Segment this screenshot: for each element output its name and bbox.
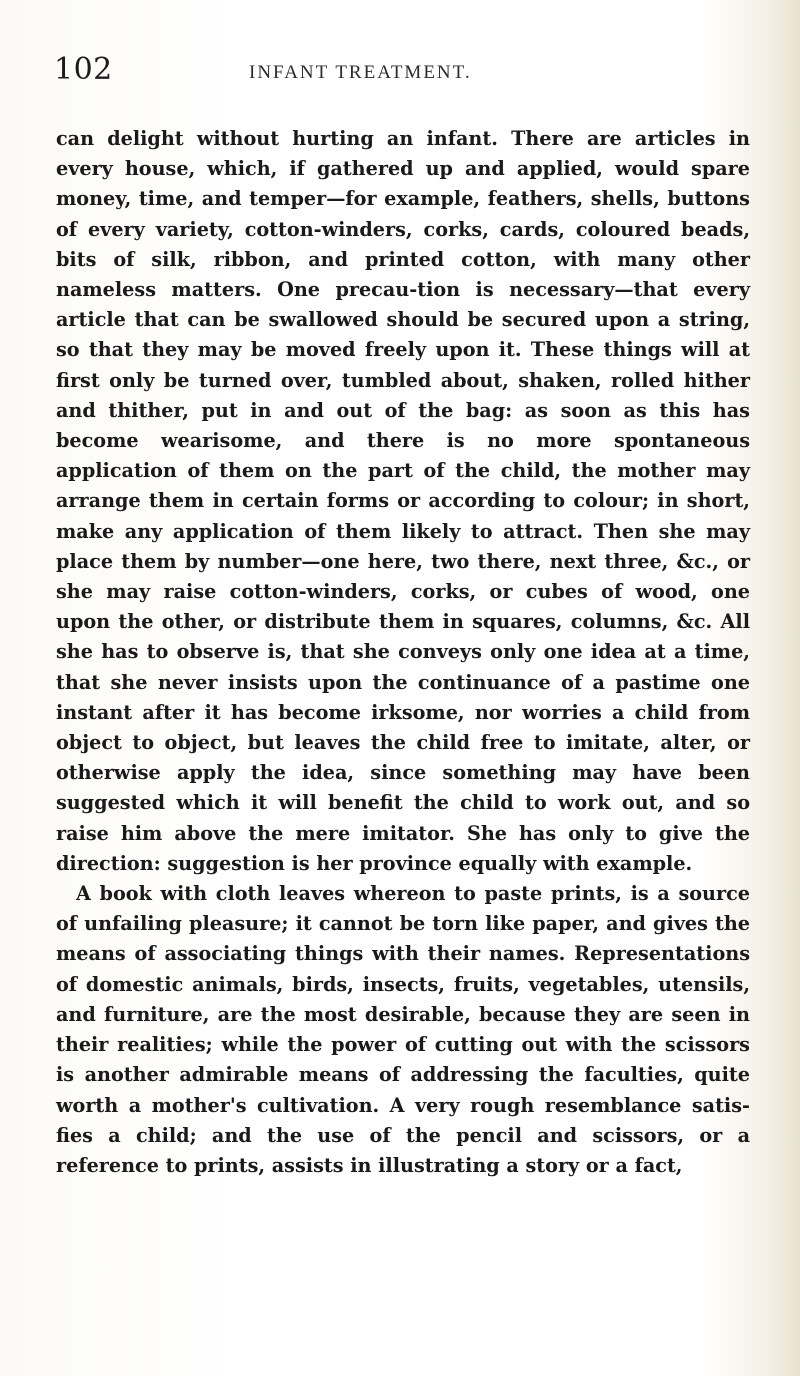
page-number: 102 (54, 52, 113, 87)
paragraph: can delight without hurting an infant. There are articles in every house, which, if gathered up and applied, would spare money, time, and temper—for example, feathers, shells, buttons of every variety, cotton-winders, corks, cards, coloured beads, bits of silk, ribbon, and printed cotton, with many other nameless matters. One precau-tion is necessary—that every article that can be swallowed should be secured upon a string, so that they may be moved freely upon it. These things will at first only be turned over, tumbled about, shaken, rolled hither and thither, put in and out of the bag: as soon as this has become wearisome, and there is no more spontaneous application of them on the part of the child, the mother may arrange them in certain forms or according to colour; in short, make any application of them likely to attract. Then she may place them by number—one here, two there, next three, &c., or she may raise cotton-winders, corks, or cubes of wood, one upon the other, or distribute them in squares, columns, &c. All she has to observe is, that she conveys only one idea at a time, that she never insists upon the continuance of a pastime one instant after it has become irksome, nor worries a child from object to object, but leaves the child free to imitate, alter, or otherwise apply the idea, since something may have been suggested which it will benefit the child to work out, and so raise him above the mere imitator. She has only to give the direction: suggestion is her province equally with example. (56, 127, 750, 875)
page-header (54, 52, 754, 96)
running-head: INFANT TREATMENT. (249, 62, 472, 83)
body-text (56, 124, 750, 1181)
paragraph: A book with cloth leaves whereon to paste prints, is a source of unfailing pleasure; it cannot be torn like paper, and gives the means of associating things with their names. Representations of domestic animals, birds, insects, fruits, vegetables, utensils, and furniture, are the most desirable, because they are seen in their realities; while the power of cutting out with the scissors is another admirable means of addressing the faculties, quite worth a mother's cultivation. A very rough resemblance satis-fies a child; and the use of the pencil and scissors, or a reference to prints, assists in illustrating a story or a fact, (56, 882, 750, 1177)
